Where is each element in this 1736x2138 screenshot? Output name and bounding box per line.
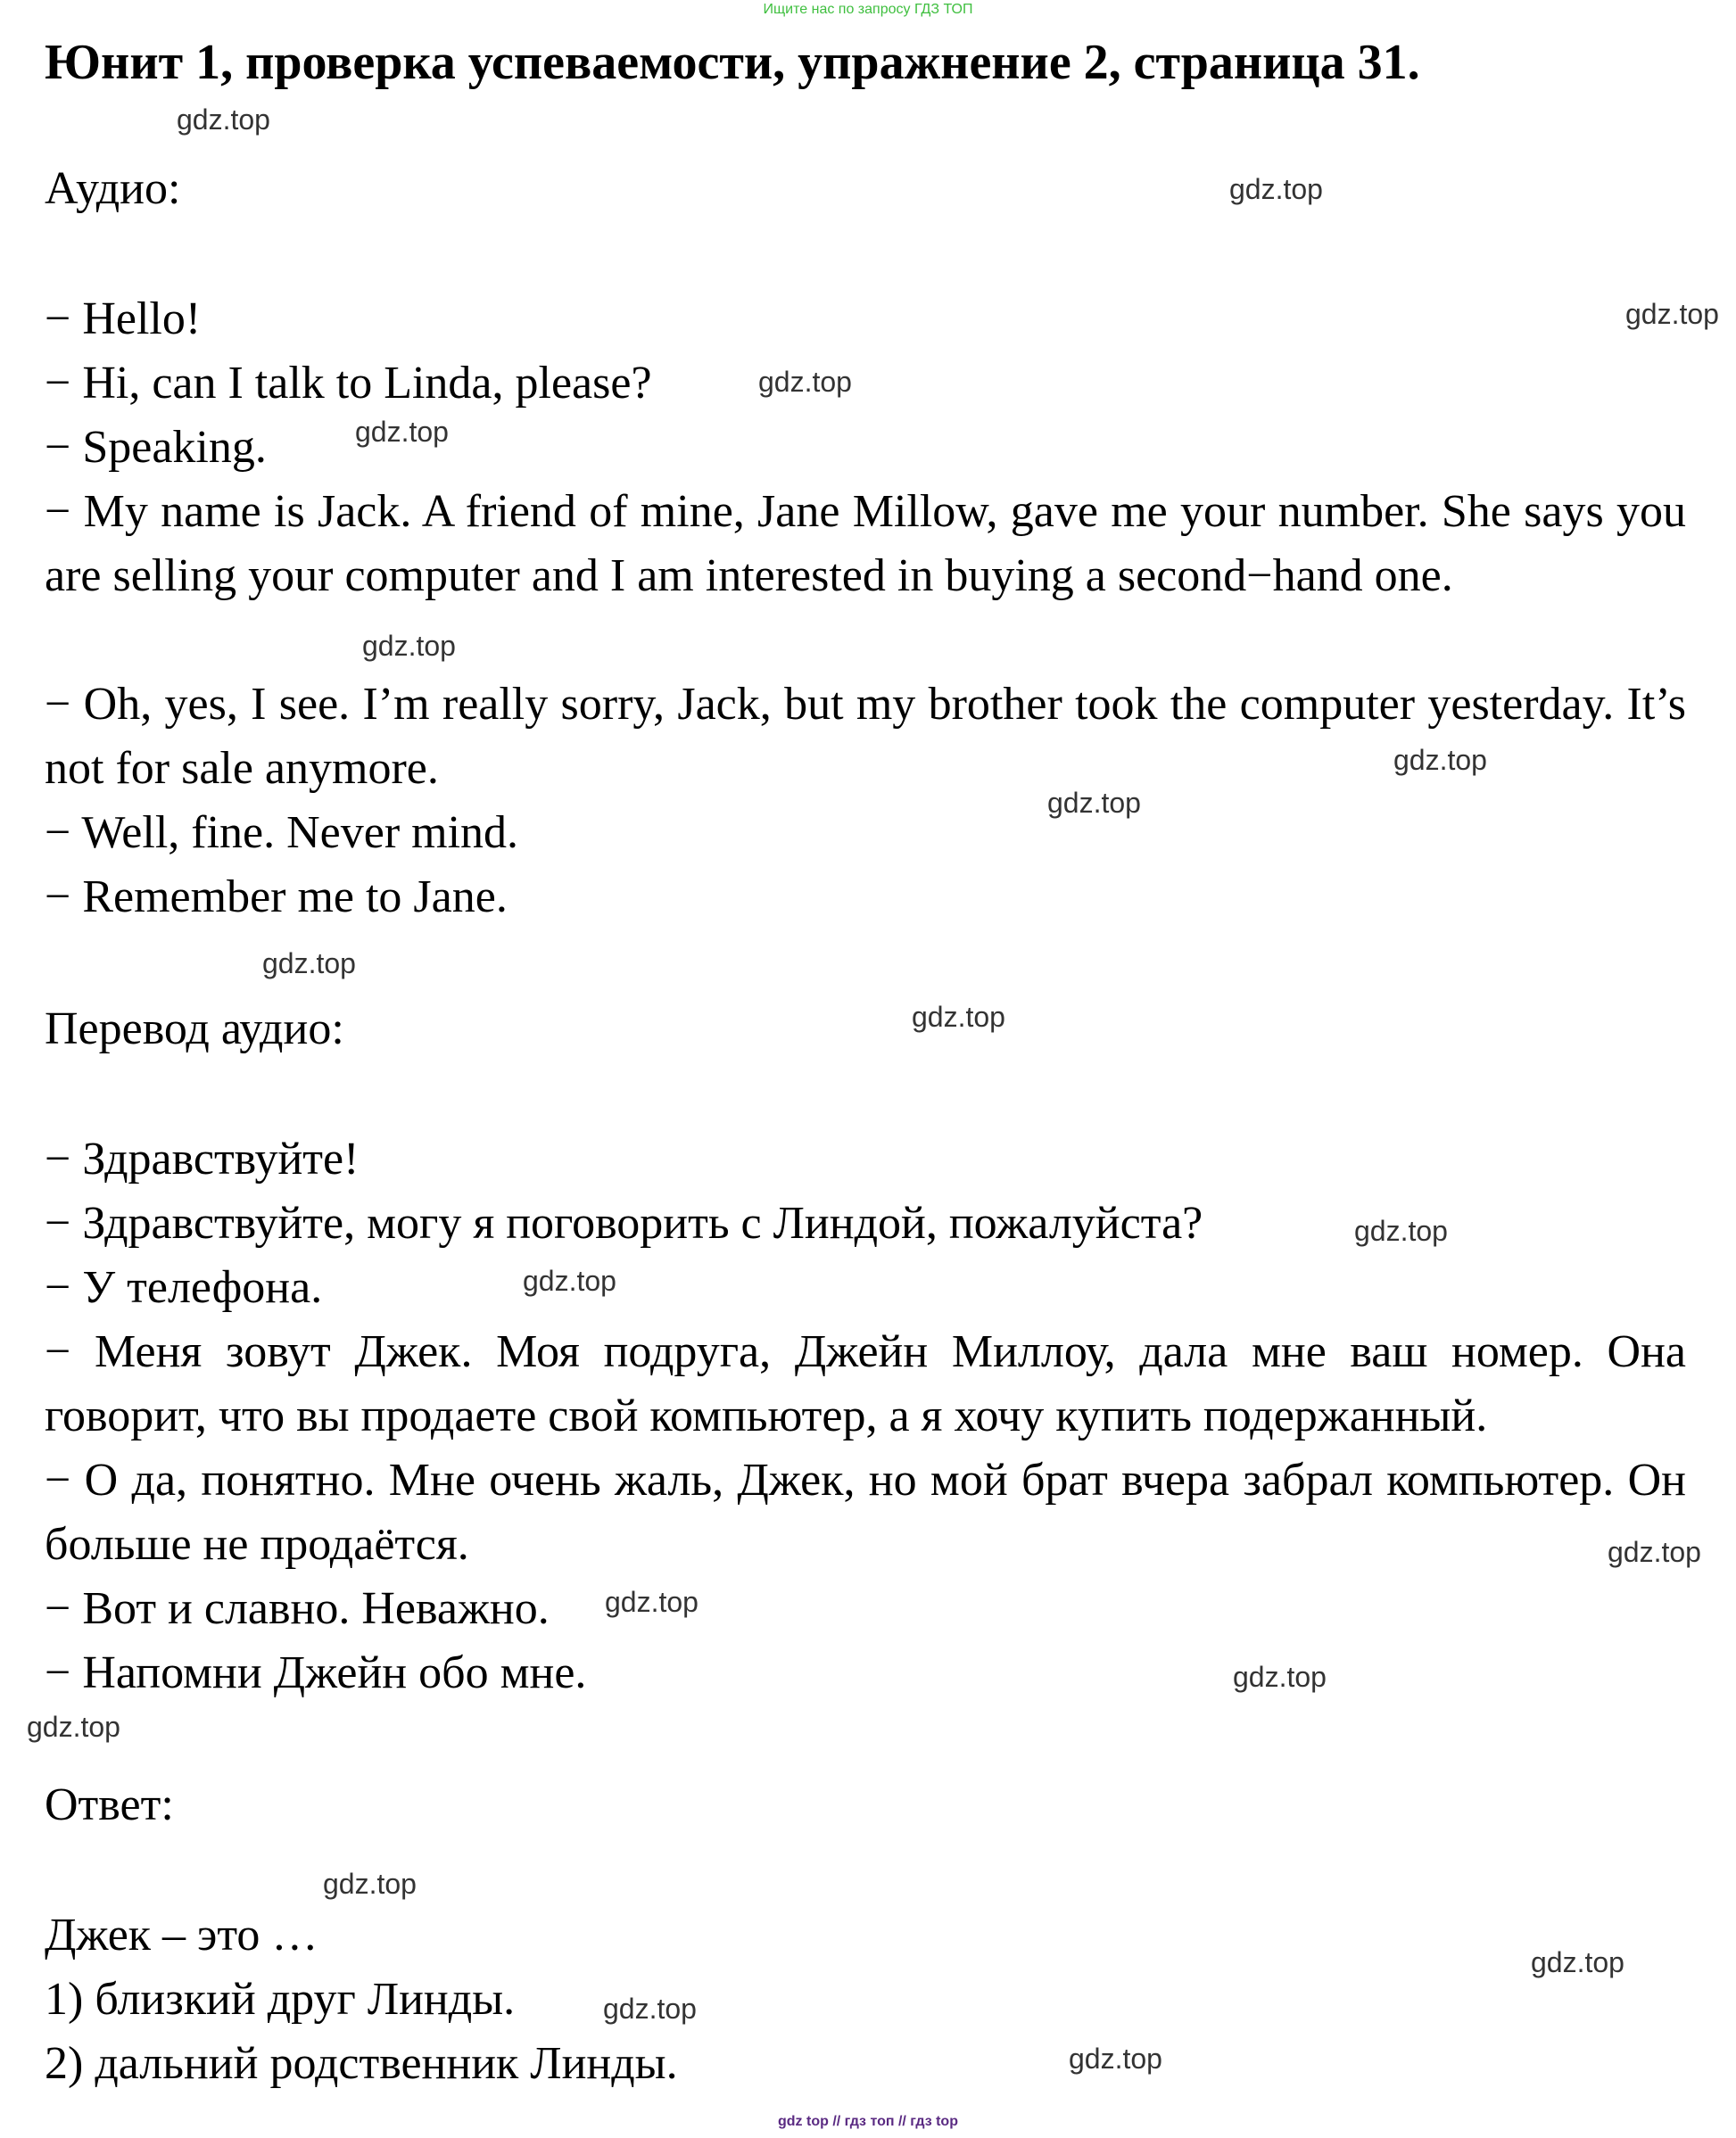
translation-line-2: − Здравствуйте, могу я поговорить с Линдой, пожалуйста?: [45, 1198, 1203, 1249]
top-banner: Ищите нас по запросу ГДЗ ТОП: [763, 2, 973, 17]
watermark: gdz.top: [603, 1993, 697, 2025]
answer-heading: Ответ:: [45, 1779, 174, 1830]
watermark: gdz.top: [1047, 787, 1141, 819]
watermark: gdz.top: [355, 416, 449, 448]
watermark: gdz.top: [262, 947, 356, 979]
page-title: Юнит 1, проверка успеваемости, упражнение 2, страница 31.: [45, 35, 1420, 90]
translation-line-3: − У телефона.: [45, 1262, 323, 1313]
audio-heading: Аудио:: [45, 163, 181, 214]
footer: gdz top // гдз топ // гдз top: [778, 2114, 958, 2129]
audio-line-7: − Remember me to Jane.: [45, 871, 508, 922]
audio-line-3: − Speaking.: [45, 422, 267, 473]
watermark: gdz.top: [1625, 298, 1719, 330]
audio-line-2: − Hi, can I talk to Linda, please?: [45, 358, 652, 409]
audio-line-5: − Oh, yes, I see. I’m really sorry, Jack, but my brother took the computer yesterday. It’s not for sale anymore.: [45, 679, 1686, 794]
translation-line-6: − Вот и славно. Неважно.: [45, 1583, 550, 1634]
watermark: gdz.top: [1069, 2043, 1162, 2075]
watermark: gdz.top: [1393, 744, 1487, 776]
watermark: gdz.top: [912, 1001, 1005, 1033]
translation-heading: Перевод аудио:: [45, 1003, 344, 1054]
watermark: gdz.top: [523, 1265, 616, 1297]
translation-line-4: − Меня зовут Джек. Моя подруга, Джейн Миллоу, дала мне ваш номер. Она говорит, что вы продаете свой компьютер, а я хочу купить подержанный.: [45, 1326, 1686, 1441]
watermark: gdz.top: [605, 1586, 699, 1618]
watermark: gdz.top: [758, 366, 852, 398]
watermark: gdz.top: [1233, 1661, 1327, 1693]
audio-line-1: − Hello!: [45, 293, 202, 344]
watermark: gdz.top: [1354, 1215, 1448, 1247]
watermark: gdz.top: [1229, 173, 1323, 205]
audio-line-4: − My name is Jack. A friend of mine, Jane Millow, gave me your number. She says you are selling your computer and I am interested in buying a second−hand one.: [45, 486, 1686, 601]
watermark: gdz.top: [1608, 1536, 1701, 1568]
translation-line-1: − Здравствуйте!: [45, 1134, 360, 1185]
audio-line-6: − Well, fine. Never mind.: [45, 807, 519, 858]
watermark: gdz.top: [27, 1711, 120, 1743]
watermark: gdz.top: [177, 103, 270, 136]
answer-option-1: 1) близкий друг Линды.: [45, 1974, 516, 2025]
answer-option-2: 2) дальний родственник Линды.: [45, 2038, 678, 2089]
translation-line-5: − О да, понятно. Мне очень жаль, Джек, но мой брат вчера забрал компьютер. Он больше не продаётся.: [45, 1455, 1686, 1570]
translation-line-7: − Напомни Джейн обо мне.: [45, 1647, 587, 1698]
watermark: gdz.top: [362, 630, 456, 662]
watermark: gdz.top: [1531, 1946, 1624, 1978]
answer-question: Джек – это …: [45, 1910, 318, 1961]
watermark: gdz.top: [323, 1868, 417, 1900]
